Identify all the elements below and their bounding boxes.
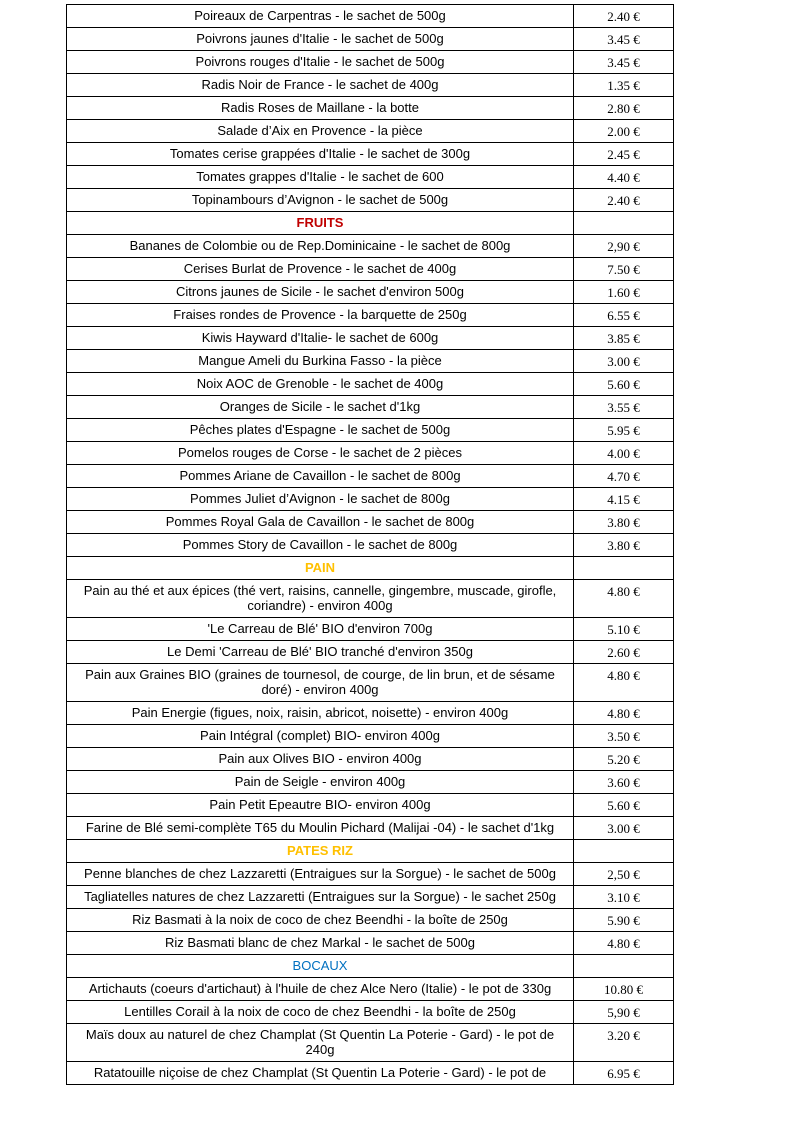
table-row [67,465,674,488]
product-name: Poivrons rouges d'Italie - le sachet de 500g [67,51,574,74]
table-row [67,258,674,281]
product-name: Bananes de Colombie ou de Rep.Dominicaine - le sachet de 800g [67,235,574,258]
product-name: Lentilles Corail à la noix de coco de chez Beendhi - la boîte de 250g [67,1001,574,1024]
table-row [67,120,674,143]
table-row [67,396,674,419]
product-price: 2.60 € [574,641,674,664]
table-row [67,28,674,51]
category-row [67,212,674,235]
product-price: 3.80 € [574,534,674,557]
product-price: 3.45 € [574,28,674,51]
table-row [67,702,674,725]
category-title: FRUITS [67,212,574,235]
table-row [67,909,674,932]
product-price: 1.60 € [574,281,674,304]
table-row [67,932,674,955]
product-name: Pain Intégral (complet) BIO- environ 400g [67,725,574,748]
product-name: Riz Basmati à la noix de coco de chez Beendhi - la boîte de 250g [67,909,574,932]
product-name: Pain au thé et aux épices (thé vert, raisins, cannelle, gingembre, muscade, girofle, coriandre) - environ 400g [67,580,574,618]
product-price: 5.60 € [574,794,674,817]
product-price: 2.00 € [574,120,674,143]
price-list-page [66,4,661,1085]
product-price: 2,90 € [574,235,674,258]
table-row [67,189,674,212]
product-name: Tagliatelles natures de chez Lazzaretti (Entraigues sur la Sorgue) - le sachet 250g [67,886,574,909]
product-name: Cerises Burlat de Provence - le sachet de 400g [67,258,574,281]
product-name: Tomates cerise grappées d'Italie - le sachet de 300g [67,143,574,166]
product-price: 5.95 € [574,419,674,442]
product-price: 6.55 € [574,304,674,327]
product-name: Pain de Seigle - environ 400g [67,771,574,794]
product-name: Pain Energie (figues, noix, raisin, abricot, noisette) - environ 400g [67,702,574,725]
product-name: Pommes Royal Gala de Cavaillon - le sachet de 800g [67,511,574,534]
product-name: Pain aux Graines BIO (graines de tournesol, de courge, de lin brun, et de sésame doré) - environ 400g [67,664,574,702]
table-row [67,143,674,166]
product-price: 3.20 € [574,1024,674,1062]
product-price: 5,90 € [574,1001,674,1024]
table-row [67,304,674,327]
table-row [67,488,674,511]
product-name: Poivrons jaunes d'Italie - le sachet de 500g [67,28,574,51]
product-name: Topinambours d’Avignon - le sachet de 500g [67,189,574,212]
table-row [67,748,674,771]
table-row [67,281,674,304]
product-name: Pommes Ariane de Cavaillon - le sachet de 800g [67,465,574,488]
table-row [67,166,674,189]
table-row [67,817,674,840]
product-price: 4.80 € [574,580,674,618]
category-price-empty [574,955,674,978]
product-name: Fraises rondes de Provence - la barquette de 250g [67,304,574,327]
table-row [67,664,674,702]
product-name: Pêches plates d'Espagne - le sachet de 500g [67,419,574,442]
product-price: 1.35 € [574,74,674,97]
product-name: Maïs doux au naturel de chez Champlat (St Quentin La Poterie - Gard) - le pot de 240g [67,1024,574,1062]
table-row [67,327,674,350]
table-row [67,97,674,120]
product-price: 3.10 € [574,886,674,909]
product-price: 5.60 € [574,373,674,396]
product-name: Pain Petit Epeautre BIO- environ 400g [67,794,574,817]
table-row [67,1001,674,1024]
product-price: 2,50 € [574,863,674,886]
table-row [67,641,674,664]
product-name: Pommes Story de Cavaillon - le sachet de 800g [67,534,574,557]
product-price: 2.45 € [574,143,674,166]
product-name: Radis Noir de France - le sachet de 400g [67,74,574,97]
category-title: PAIN [67,557,574,580]
category-row [67,557,674,580]
table-row [67,886,674,909]
category-title: BOCAUX [67,955,574,978]
product-price: 4.80 € [574,932,674,955]
table-row [67,580,674,618]
table-row [67,442,674,465]
category-price-empty [574,212,674,235]
product-price: 5.90 € [574,909,674,932]
product-price: 5.10 € [574,618,674,641]
table-row [67,618,674,641]
product-price: 2.40 € [574,189,674,212]
product-name: Noix AOC de Grenoble - le sachet de 400g [67,373,574,396]
table-row [67,235,674,258]
category-price-empty [574,557,674,580]
product-price: 3.80 € [574,511,674,534]
product-price: 10.80 € [574,978,674,1001]
price-table [66,4,674,1085]
product-name: Penne blanches de chez Lazzaretti (Entraigues sur la Sorgue) - le sachet de 500g [67,863,574,886]
product-price: 3.45 € [574,51,674,74]
product-name: Le Demi 'Carreau de Blé' BIO tranché d'environ 350g [67,641,574,664]
table-row [67,534,674,557]
table-row [67,978,674,1001]
product-price: 2.80 € [574,97,674,120]
category-title: PATES RIZ [67,840,574,863]
product-price: 4.40 € [574,166,674,189]
table-row [67,419,674,442]
product-name: Ratatouille niçoise de chez Champlat (St Quentin La Poterie - Gard) - le pot de [67,1062,574,1085]
product-name: Oranges de Sicile - le sachet d'1kg [67,396,574,419]
table-row [67,1024,674,1062]
product-name: Artichauts (coeurs d'artichaut) à l'huile de chez Alce Nero (Italie) - le pot de 330g [67,978,574,1001]
table-row [67,511,674,534]
product-price: 3.55 € [574,396,674,419]
table-row [67,863,674,886]
product-price: 4.15 € [574,488,674,511]
product-name: Citrons jaunes de Sicile - le sachet d'environ 500g [67,281,574,304]
product-price: 3.00 € [574,350,674,373]
product-name: Tomates grappes d'Italie - le sachet de 600 [67,166,574,189]
product-price: 3.00 € [574,817,674,840]
product-price: 4.80 € [574,702,674,725]
product-price: 2.40 € [574,5,674,28]
table-row [67,373,674,396]
table-row [67,51,674,74]
category-row [67,955,674,978]
table-row [67,794,674,817]
product-price: 3.85 € [574,327,674,350]
product-price: 4.80 € [574,664,674,702]
category-price-empty [574,840,674,863]
product-price: 3.60 € [574,771,674,794]
table-row [67,74,674,97]
product-name: Pain aux Olives BIO - environ 400g [67,748,574,771]
table-row [67,350,674,373]
product-name: Farine de Blé semi-complète T65 du Moulin Pichard (Malijai -04) - le sachet d'1kg [67,817,574,840]
product-name: 'Le Carreau de Blé' BIO d'environ 700g [67,618,574,641]
product-name: Salade d’Aix en Provence - la pièce [67,120,574,143]
product-name: Radis Roses de Maillane - la botte [67,97,574,120]
product-price: 4.00 € [574,442,674,465]
product-name: Riz Basmati blanc de chez Markal - le sachet de 500g [67,932,574,955]
product-price: 6.95 € [574,1062,674,1085]
product-price: 5.20 € [574,748,674,771]
product-name: Poireaux de Carpentras - le sachet de 500g [67,5,574,28]
product-name: Pommes Juliet d’Avignon - le sachet de 800g [67,488,574,511]
product-name: Pomelos rouges de Corse - le sachet de 2 pièces [67,442,574,465]
product-price: 3.50 € [574,725,674,748]
product-name: Kiwis Hayward d'Italie- le sachet de 600g [67,327,574,350]
product-price: 4.70 € [574,465,674,488]
category-row [67,840,674,863]
price-table-body [67,5,674,1085]
product-name: Mangue Ameli du Burkina Fasso - la pièce [67,350,574,373]
table-row [67,725,674,748]
table-row [67,771,674,794]
table-row [67,1062,674,1085]
product-price: 7.50 € [574,258,674,281]
table-row [67,5,674,28]
